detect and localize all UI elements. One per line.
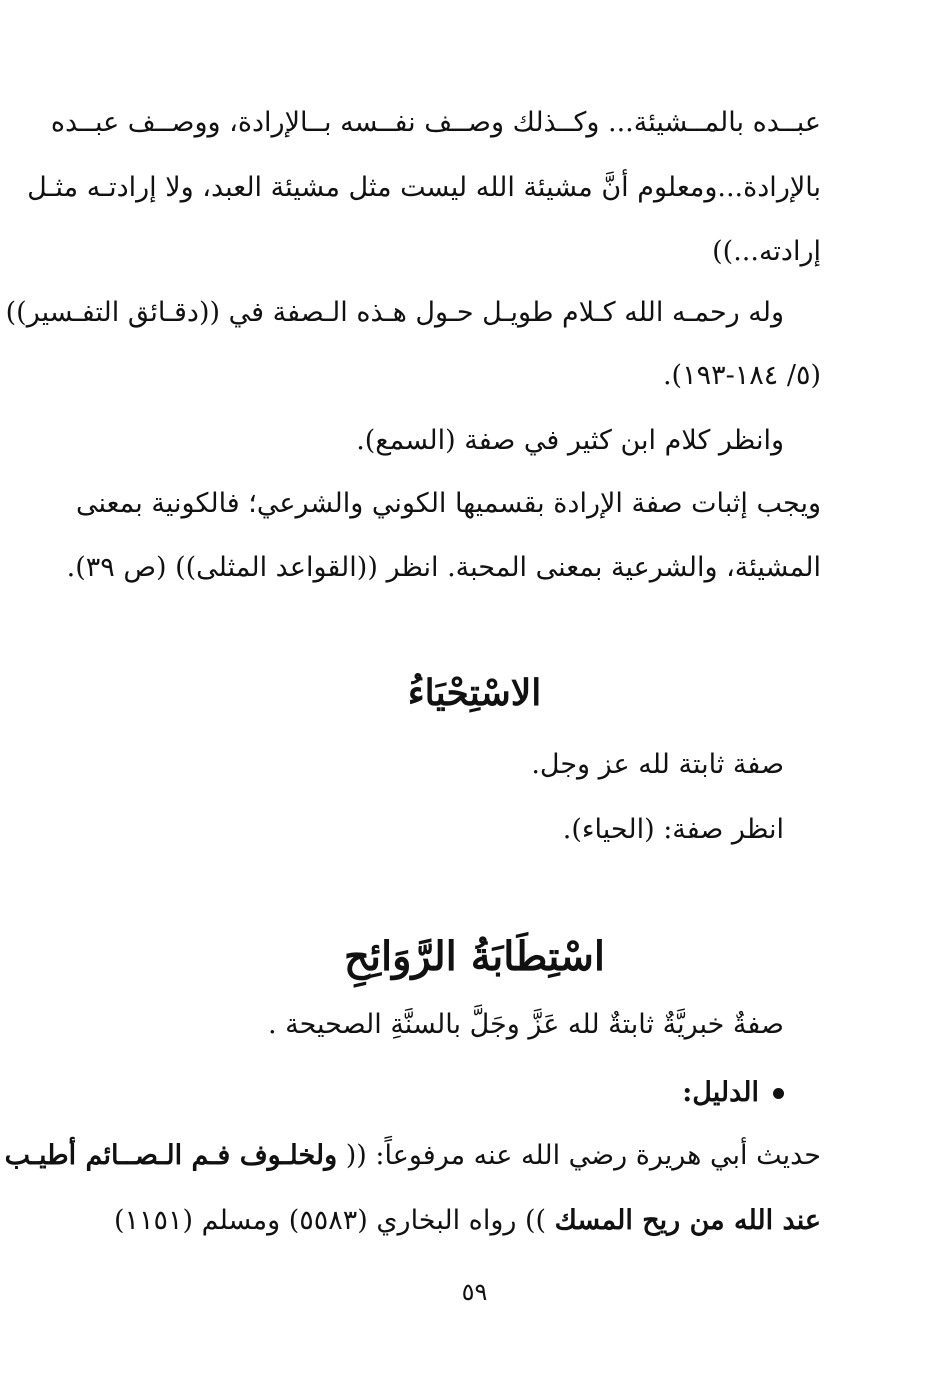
- hadith-text-2: عند الله من ريح المسك: [554, 1205, 821, 1236]
- hadith-intro: حديث أبي هريرة رضي الله عنه مرفوعاً: ((: [337, 1140, 821, 1171]
- hadith-line-2: [113, 1201, 821, 1241]
- bullet-icon: [773, 1088, 784, 1099]
- section-2-line-1: صفةٌ خبريَّةٌ ثابتةٌ لله عَزَّ وجَلَّ بالسنَّةِ الصحيحة .: [267, 1009, 784, 1040]
- page-number: ٥٩: [461, 1278, 488, 1306]
- hadith-line-1: [4, 1136, 821, 1176]
- paragraph-4-line-1: ويجب إثبات صفة الإرادة بقسميها الكوني والشرعي؛ فالكونية بمعنى: [75, 488, 821, 519]
- paragraph-1-line-1: عبــده بالمــشيئة... وكــذلك وصــف نفــسه بــالإرادة، ووصــف عبــده: [50, 107, 821, 138]
- paragraph-1-line-3: إرادته...)): [712, 236, 821, 267]
- paragraph-4-line-2: المشيئة، والشرعية بمعنى المحبة. انظر ((القواعد المثلى)) (ص ٣٩).: [66, 552, 821, 583]
- section-1-line-2: انظر صفة: (الحياء).: [562, 814, 784, 845]
- hadith-text-1: ولخلـوف فـم الـصــائم أطيـب: [4, 1140, 338, 1171]
- section-2-heading: اسْتِطَابَةُ الرَّوَائِحِ: [344, 933, 605, 980]
- evidence-line: [126, 1073, 784, 1113]
- paragraph-2-line-1: وله رحمـه الله كـلام طويـل حـول هـذه الـصفة في ((دقـائق التفـسير)): [5, 297, 784, 328]
- paragraph-3: وانظر كلام ابن كثير في صفة (السمع).: [356, 425, 784, 456]
- evidence-label: الدليل:: [682, 1077, 759, 1108]
- hadith-outro: )) رواه البخاري (٥٥٨٣) ومسلم (١١٥١): [113, 1205, 555, 1236]
- section-1-line-1: صفة ثابتة لله عز وجل.: [531, 749, 784, 780]
- paragraph-1-line-2: بالإرادة...ومعلوم أنَّ مشيئة الله ليست مثل مشيئة العبد، ولا إرادتـه مثـل: [27, 172, 821, 203]
- section-1-heading: الاسْتِحْيَاءُ: [407, 672, 542, 714]
- paragraph-2-line-2: (٥/ ١٨٤-١٩٣).: [662, 360, 821, 391]
